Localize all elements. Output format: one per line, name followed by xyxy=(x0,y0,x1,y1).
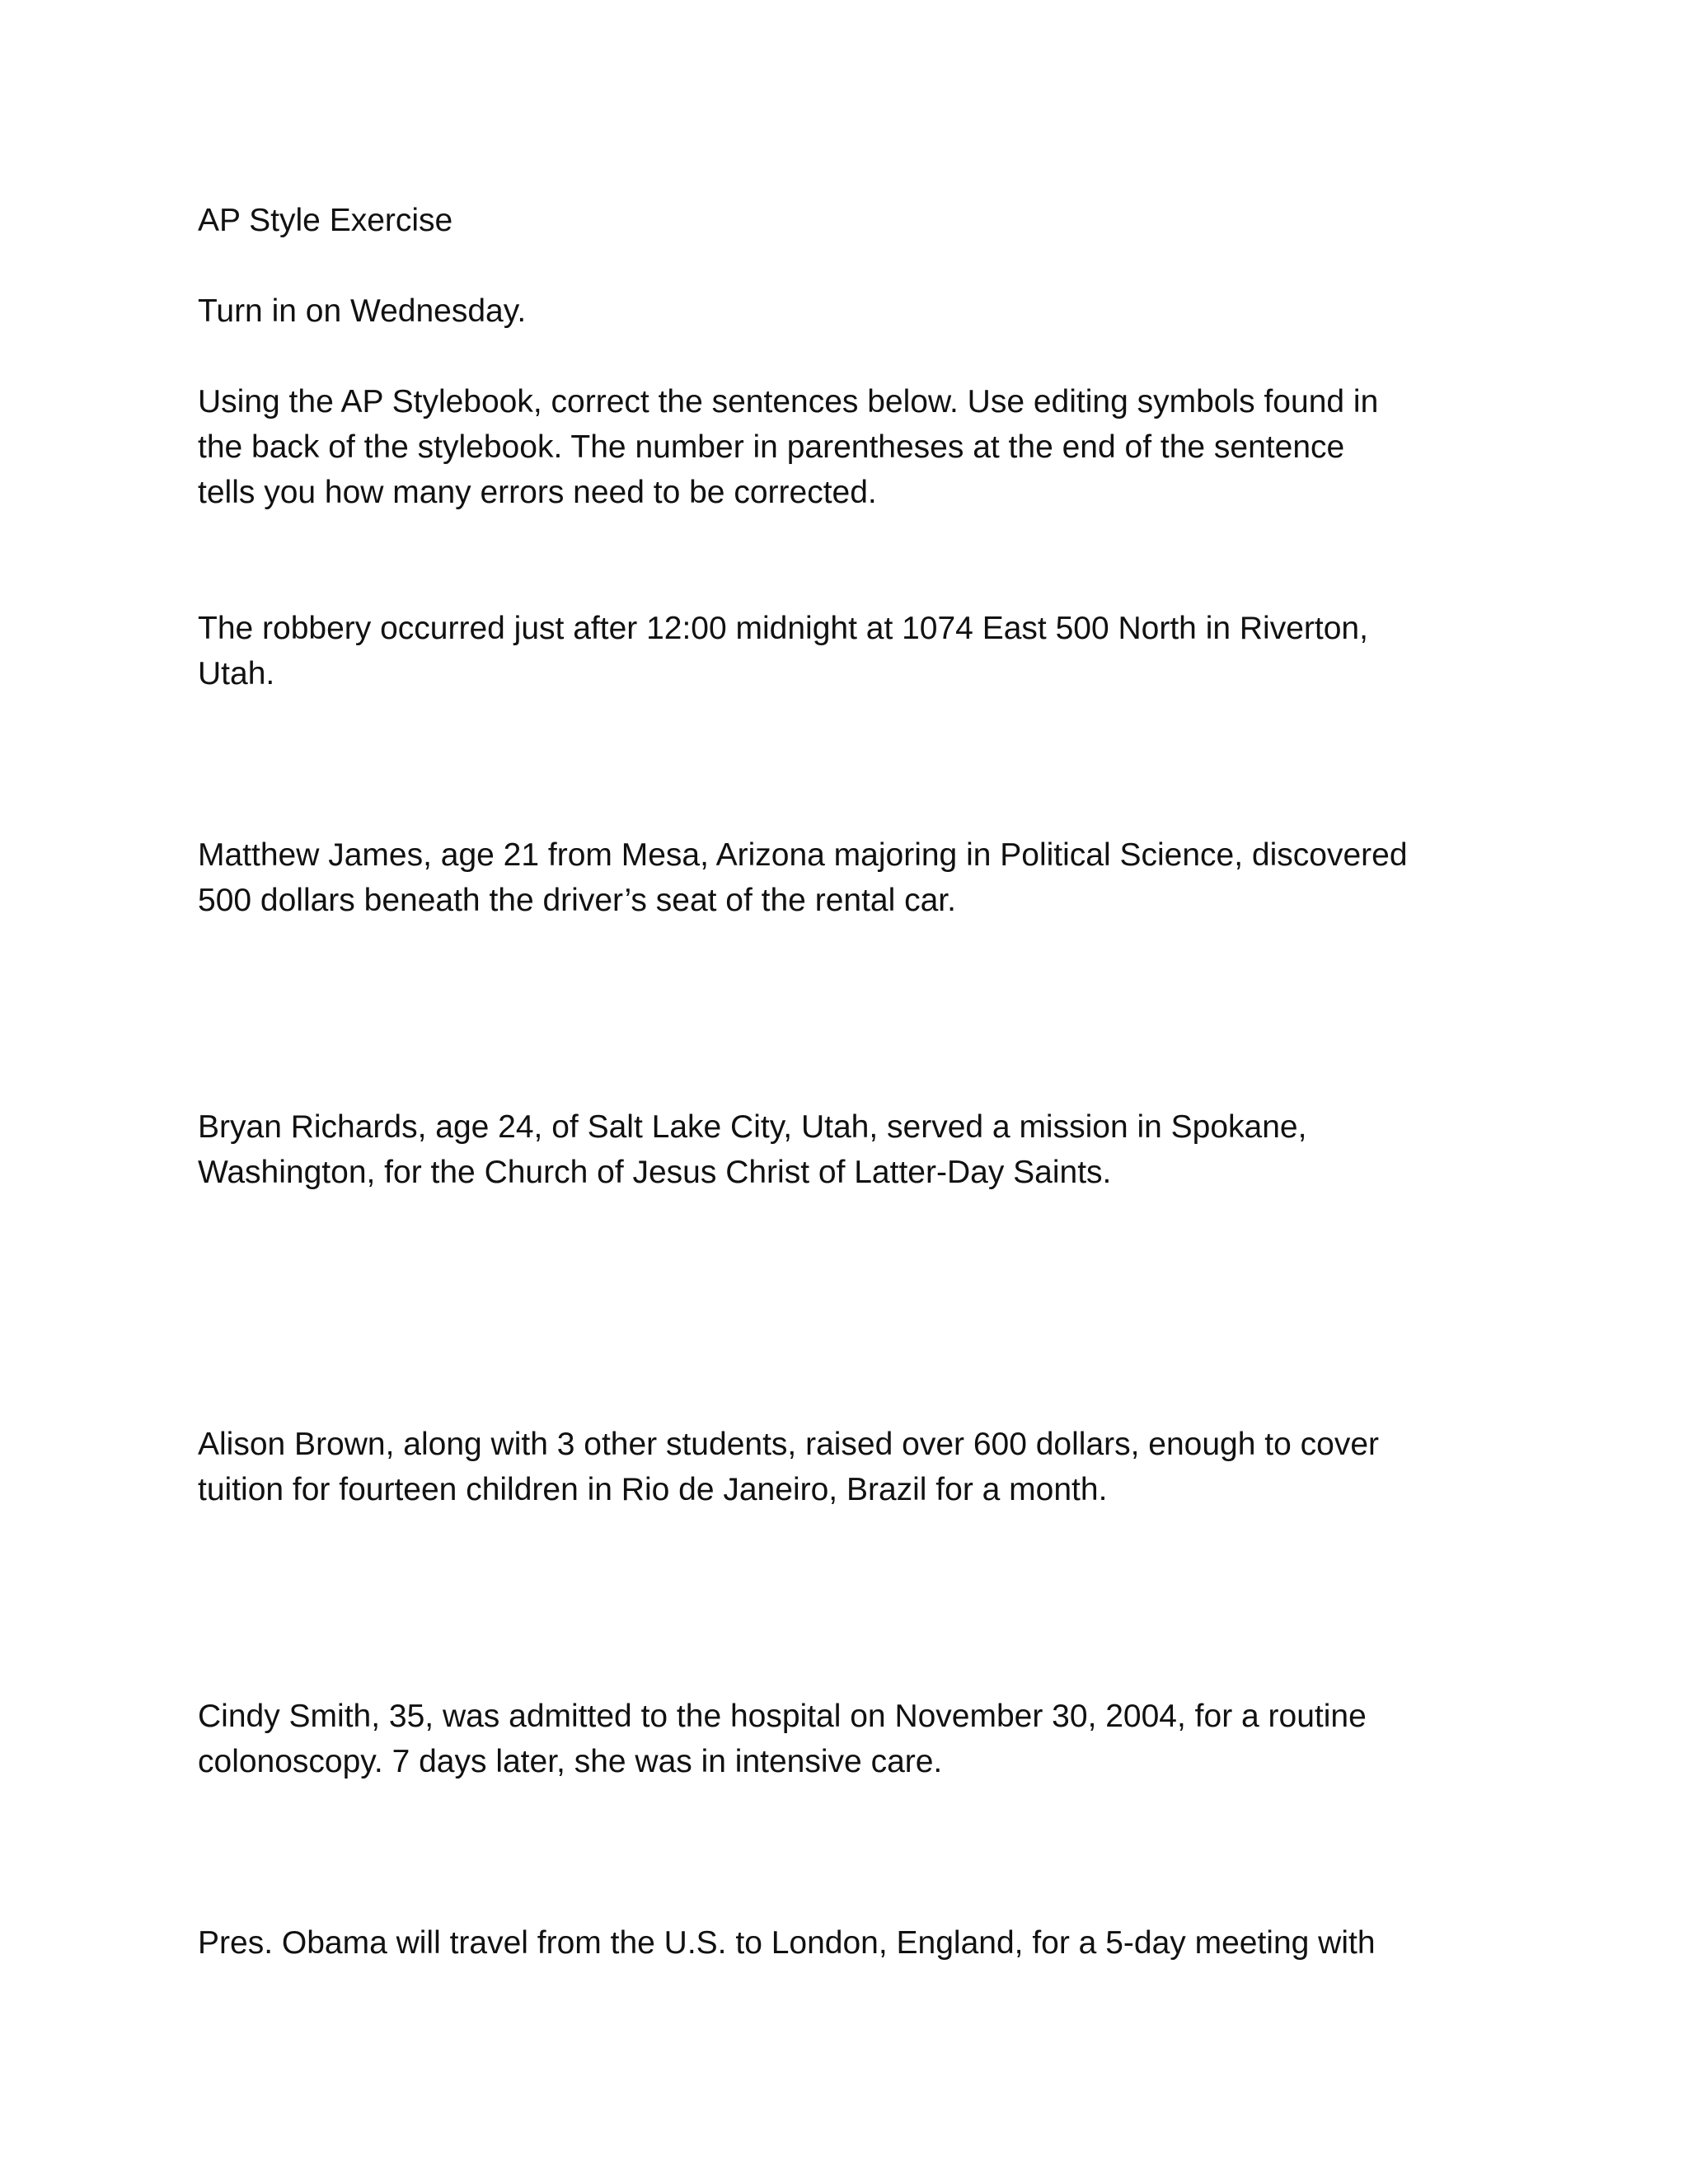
sentence-line: 500 dollars beneath the driver’s seat of the rental car. xyxy=(198,883,956,918)
sentence-line: The robbery occurred just after 12:00 midnight at 1074 East 500 North in Riverton, xyxy=(198,611,1368,646)
sentence-line: Matthew James, age 21 from Mesa, Arizona majoring in Political Science, discovered xyxy=(198,837,1408,873)
sentence-line: Washington, for the Church of Jesus Christ of Latter-Day Saints. xyxy=(198,1155,1112,1190)
sentence-line: Utah. xyxy=(198,656,275,691)
sentence-line: Bryan Richards, age 24, of Salt Lake City, Utah, served a mission in Spokane, xyxy=(198,1109,1307,1145)
document-title: AP Style Exercise xyxy=(198,203,453,238)
instructions-line: the back of the stylebook. The number in parentheses at the end of the sentence xyxy=(198,429,1345,465)
sentence-line: colonoscopy. 7 days later, she was in intensive care. xyxy=(198,1744,943,1779)
instructions-line: tells you how many errors need to be corrected. xyxy=(198,475,877,510)
sentence-line: Cindy Smith, 35, was admitted to the hospital on November 30, 2004, for a routine xyxy=(198,1699,1367,1734)
due-note: Turn in on Wednesday. xyxy=(198,293,527,329)
sentence-line: Pres. Obama will travel from the U.S. to London, England, for a 5-day meeting with xyxy=(198,1925,1376,1961)
sentence-line: Alison Brown, along with 3 other students, raised over 600 dollars, enough to cover xyxy=(198,1427,1380,1462)
sentence-line: tuition for fourteen children in Rio de Janeiro, Brazil for a month. xyxy=(198,1472,1108,1507)
instructions-line: Using the AP Stylebook, correct the sentences below. Use editing symbols found in xyxy=(198,384,1379,419)
